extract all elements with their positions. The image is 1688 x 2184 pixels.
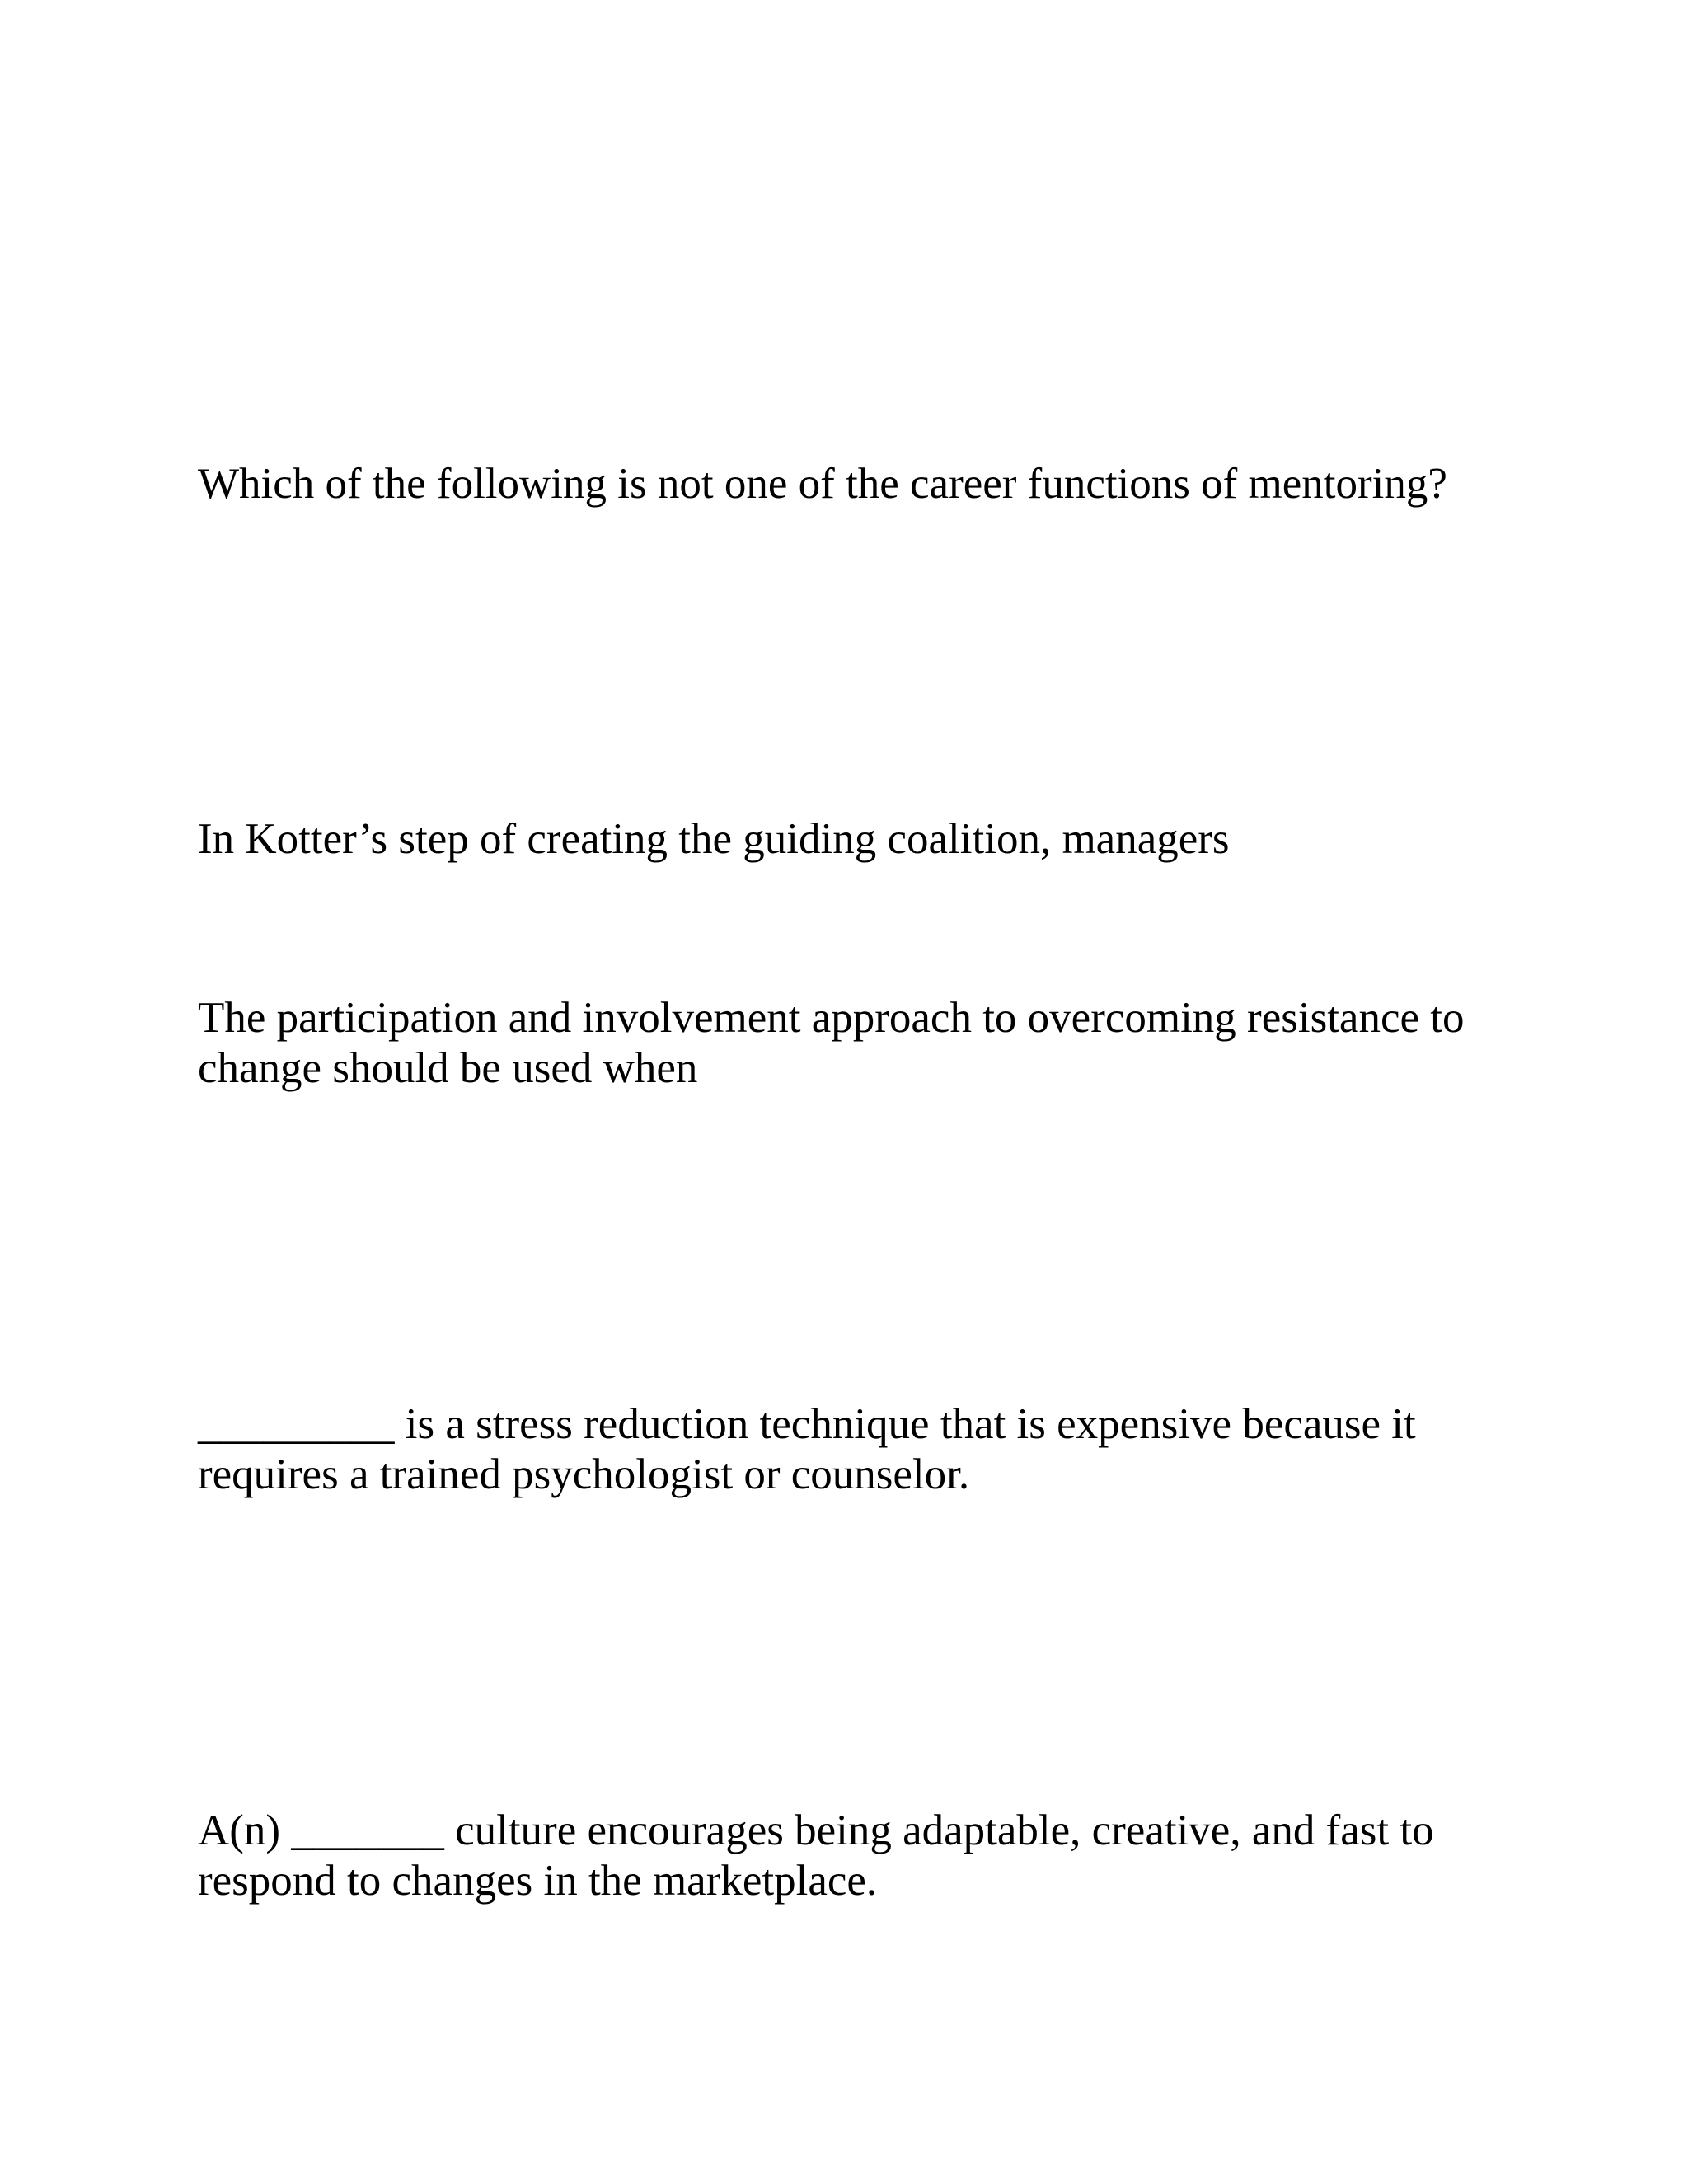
question-text: The participation and involvement approach to overcoming resistance to change should be used when [198, 994, 1465, 1092]
question-text: _________ is a stress reduction technique that is expensive because it requires a trained psychologist or counselor. [198, 1400, 1416, 1498]
question-text: Which of the following is not one of the career functions of mentoring? [198, 460, 1447, 508]
question-text: A(n) _______ culture encourages being adaptable, creative, and fast to respond to changes in the marketplace. [198, 1807, 1434, 1905]
question-text: In Kotter’s step of creating the guiding coalition, managers [198, 815, 1230, 863]
